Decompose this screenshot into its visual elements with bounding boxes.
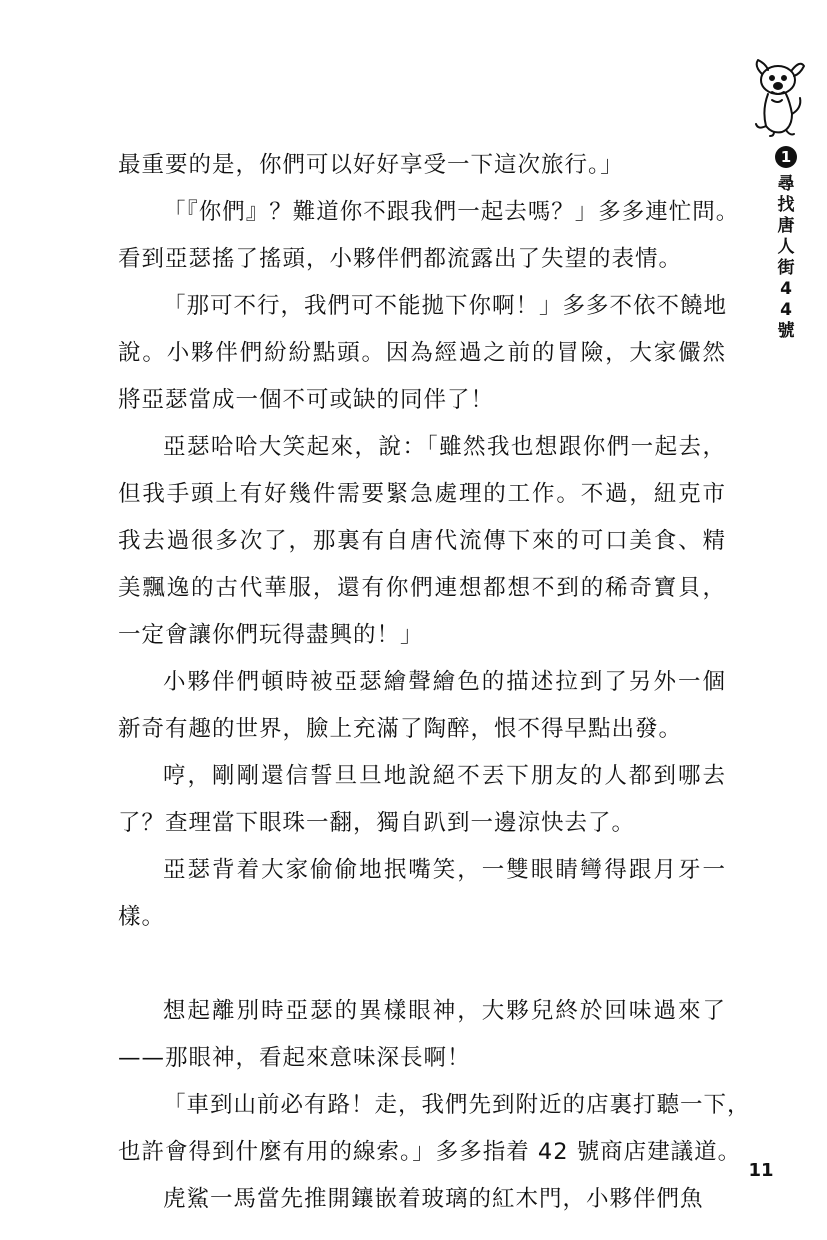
paragraph xyxy=(118,988,726,1082)
text-line: 了？查理當下眼珠一翻，獨自趴到一邊涼快去了。 xyxy=(118,810,636,836)
text-line: 小夥伴們頓時被亞瑟繪聲繪色的描述拉到了另外一個 xyxy=(163,669,726,695)
text-line: 「車到山前必有路！走，我們先到附近的店裏打聽一下， xyxy=(163,1092,751,1118)
page-number: 11 xyxy=(748,1160,774,1181)
text-line: 將亞瑟當成一個不可或缺的同伴了！ xyxy=(118,387,495,413)
section-break xyxy=(118,941,726,988)
paragraph xyxy=(118,189,740,283)
paragraph xyxy=(118,142,726,189)
paragraph xyxy=(118,659,726,753)
chapter-title: 尋找唐人街44號 xyxy=(777,174,795,341)
text-line: 但我手頭上有好幾件需要緊急處理的工作。不過，紐克市 xyxy=(118,481,726,507)
paragraph xyxy=(118,1176,726,1223)
text-line: 亞瑟背着大家偷偷地抿嘴笑，一雙眼睛彎得跟月牙一 xyxy=(163,857,726,883)
paragraph xyxy=(118,753,726,847)
text-line: 新奇有趣的世界，臉上充滿了陶醉，恨不得早點出發。 xyxy=(118,716,683,742)
paragraph xyxy=(118,847,726,941)
paragraph xyxy=(118,1082,751,1176)
text-line: 「那可不行，我們可不能拋下你啊！」多多不依不饒地 xyxy=(163,293,728,319)
paragraph xyxy=(118,283,726,424)
text-line: 想起離別時亞瑟的異樣眼神，大夥兒終於回味過來了 xyxy=(163,998,726,1024)
text-line: 樣。 xyxy=(118,904,166,930)
text-line: 說。小夥伴們紛紛點頭。因為經過之前的冒險，大家儼然 xyxy=(118,340,726,366)
chapter-tab xyxy=(764,146,808,342)
text-line: ——那眼神，看起來意味深長啊！ xyxy=(118,1045,471,1071)
paragraph xyxy=(118,424,726,659)
text-line: 也許會得到什麼有用的線索。」多多指着 42 號商店建議道。 xyxy=(118,1139,742,1165)
dog-mascot-icon xyxy=(748,58,810,138)
text-line: 「『你們』？難道你不跟我們一起去嗎？」多多連忙問。 xyxy=(163,199,740,225)
text-line: 一定會讓你們玩得盡興的！」 xyxy=(118,622,424,648)
text-line: 最重要的是，你們可以好好享受一下這次旅行。」 xyxy=(118,152,624,178)
body-text xyxy=(118,142,751,1223)
text-line: 美飄逸的古代華服，還有你們連想都想不到的稀奇寶貝， xyxy=(118,575,726,601)
text-line: 看到亞瑟搖了搖頭，小夥伴們都流露出了失望的表情。 xyxy=(118,246,683,272)
text-line: 我去過很多次了，那裏有自唐代流傳下來的可口美食、精 xyxy=(118,528,726,554)
text-line: 哼，剛剛還信誓旦旦地說絕不丟下朋友的人都到哪去 xyxy=(163,763,726,789)
chapter-number-badge: 1 xyxy=(775,146,797,168)
text-line: 虎鯊一馬當先推開鑲嵌着玻璃的紅木門，小夥伴們魚 xyxy=(163,1186,704,1212)
text-line: 亞瑟哈哈大笑起來，說：「雖然我也想跟你們一起去， xyxy=(163,434,726,460)
